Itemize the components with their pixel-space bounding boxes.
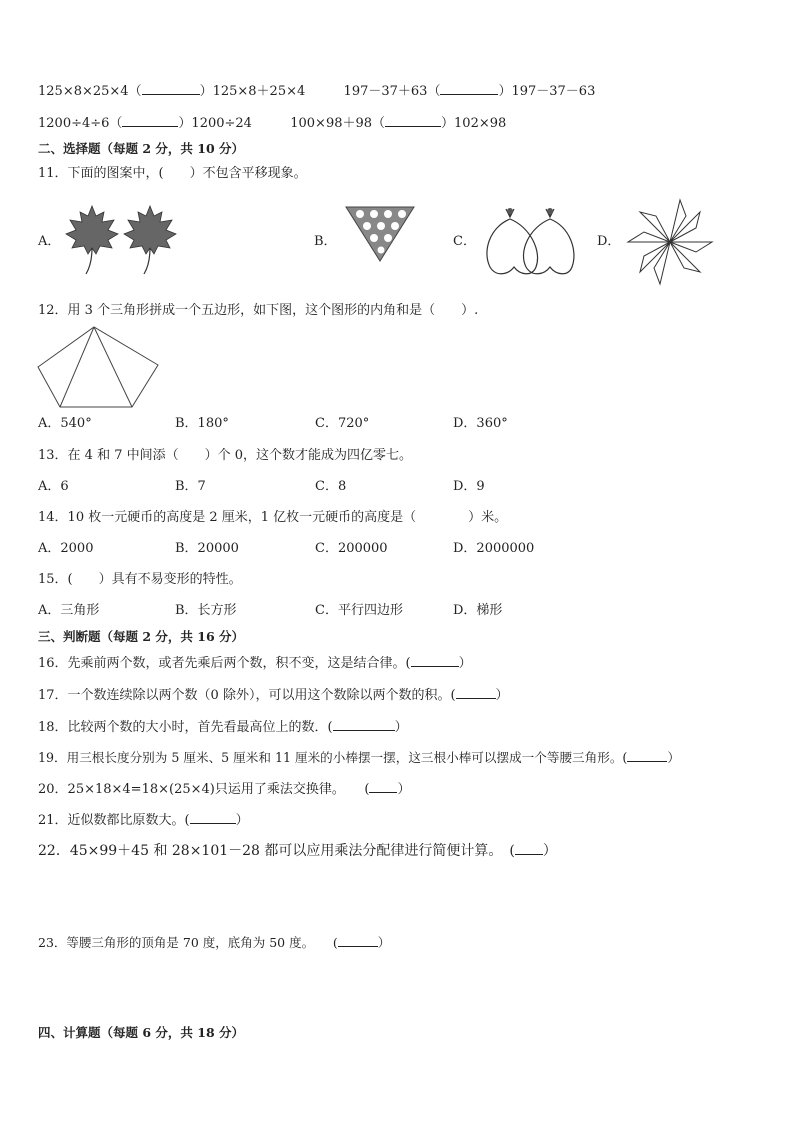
question-21-text: 21．近似数都比原数大。( xyxy=(38,813,190,828)
q11-option-b-label[interactable]: B． xyxy=(314,234,337,249)
question-23 xyxy=(38,934,390,952)
answer-blank[interactable] xyxy=(142,82,200,95)
compare-1b-left: 197－37＋63（ xyxy=(343,84,441,99)
question-16 xyxy=(38,654,472,673)
answer-blank[interactable] xyxy=(338,934,378,947)
compare-2a-left: 1200÷4÷6（ xyxy=(38,116,123,131)
answer-blank[interactable] xyxy=(333,718,395,731)
paren-close: ） xyxy=(542,843,557,859)
q14-option-b[interactable]: B．20000 xyxy=(175,541,239,556)
question-14-stem: 14．10 枚一元硬币的高度是 2 厘米，1 亿枚一元硬币的高度是（ ）米。 xyxy=(38,510,508,525)
question-23-text: 23．等腰三角形的顶角是 70 度，底角为 50 度。 ( xyxy=(38,935,338,950)
question-11-stem: 11．下面的图案中，( ）不包含平移现象。 xyxy=(38,166,307,181)
question-18 xyxy=(38,718,408,737)
section-heading-choice: 二、选择题（每题 2 分，共 10 分） xyxy=(38,141,245,156)
q13-option-c[interactable]: C．8 xyxy=(315,479,347,494)
question-19 xyxy=(38,749,680,767)
pentagon-triangles-figure xyxy=(36,325,160,409)
q14-option-d[interactable]: D．2000000 xyxy=(453,541,535,556)
q14-option-a[interactable]: A．2000 xyxy=(38,541,94,556)
question-17-text: 17．一个数连续除以两个数（0 除外），可以用这个数除以两个数的积。( xyxy=(38,688,456,703)
compare-2a-right: ）1200÷24 xyxy=(178,116,252,131)
answer-blank[interactable] xyxy=(456,686,496,699)
section-heading-calculation: 四、计算题（每题 6 分，共 18 分） xyxy=(38,1025,245,1040)
question-21 xyxy=(38,811,249,830)
paren-close: ） xyxy=(397,782,411,797)
question-12-stem: 12．用 3 个三角形拼成一个五边形，如下图，这个图形的内角和是（ ）. xyxy=(38,303,479,318)
overlapping-bags-figure xyxy=(480,203,580,279)
paren-close: ） xyxy=(495,688,509,703)
q13-option-d[interactable]: D．9 xyxy=(453,479,485,494)
compare-1a-left: 125×8×25×4（ xyxy=(38,84,142,99)
q11-option-a-label[interactable]: A． xyxy=(38,234,61,249)
paren-close: ） xyxy=(377,935,391,950)
q12-option-d[interactable]: D．360° xyxy=(453,416,508,431)
q15-option-d[interactable]: D．梯形 xyxy=(453,603,503,618)
answer-blank[interactable] xyxy=(122,114,178,127)
answer-blank[interactable] xyxy=(440,82,498,95)
question-22 xyxy=(38,842,557,860)
compare-2b-right: ）102×98 xyxy=(441,116,507,131)
q15-option-b[interactable]: B．长方形 xyxy=(175,603,237,618)
pinwheel-figure xyxy=(624,196,716,288)
question-15-stem: 15．( ）具有不易变形的特性。 xyxy=(38,572,242,587)
compare-row-1 xyxy=(38,82,595,101)
question-22-text: 22．45×99＋45 和 28×101－28 都可以应用乘法分配律进行简便计算。 ( xyxy=(38,843,515,859)
compare-2b-left: 100×98＋98（ xyxy=(290,116,386,131)
q15-option-c[interactable]: C．平行四边形 xyxy=(315,603,403,618)
answer-blank[interactable] xyxy=(369,780,397,793)
compare-1a-right: ）125×8＋25×4 xyxy=(199,84,306,99)
question-20 xyxy=(38,780,410,799)
answer-blank[interactable] xyxy=(411,654,459,667)
q11-option-d-label[interactable]: D． xyxy=(597,234,621,249)
question-17 xyxy=(38,686,509,705)
q11-option-c-label[interactable]: C． xyxy=(453,234,476,249)
question-18-text: 18．比较两个数的大小时，首先看最高位上的数．( xyxy=(38,720,333,735)
question-16-text: 16．先乘前两个数，或者先乘后两个数，积不变，这是结合律。( xyxy=(38,656,411,671)
q12-option-c[interactable]: C．720° xyxy=(315,416,370,431)
answer-blank[interactable] xyxy=(385,114,441,127)
answer-blank[interactable] xyxy=(627,749,667,762)
q13-option-b[interactable]: B．7 xyxy=(175,479,206,494)
paren-close: ） xyxy=(458,656,472,671)
q15-option-a[interactable]: A．三角形 xyxy=(38,603,100,618)
q13-option-a[interactable]: A．6 xyxy=(38,479,69,494)
question-13-stem: 13．在 4 和 7 中间添（ ）个 0，这个数才能成为四亿零七。 xyxy=(38,448,413,463)
inverted-triangle-flowers-figure xyxy=(344,205,416,263)
q12-option-a[interactable]: A．540° xyxy=(38,416,92,431)
section-heading-judge: 三、判断题（每题 2 分，共 16 分） xyxy=(38,629,245,644)
q14-option-c[interactable]: C．200000 xyxy=(315,541,388,556)
maple-leaves-figure xyxy=(62,202,180,276)
answer-blank[interactable] xyxy=(190,811,236,824)
compare-1b-right: ）197－37－63 xyxy=(498,84,596,99)
question-19-text: 19．用三根长度分别为 5 厘米、5 厘米和 11 厘米的小棒摆一摆，这三根小棒可以摆成一个等腰三角形。( xyxy=(38,750,628,765)
paren-close: ） xyxy=(235,813,249,828)
question-20-text: 20．25×18×4=18×(25×4)只运用了乘法交换律。 ( xyxy=(38,782,370,797)
paren-close: ） xyxy=(394,720,408,735)
answer-blank[interactable] xyxy=(515,842,543,855)
paren-close: ） xyxy=(667,750,680,765)
compare-row-2 xyxy=(38,114,506,133)
q12-option-b[interactable]: B．180° xyxy=(175,416,229,431)
